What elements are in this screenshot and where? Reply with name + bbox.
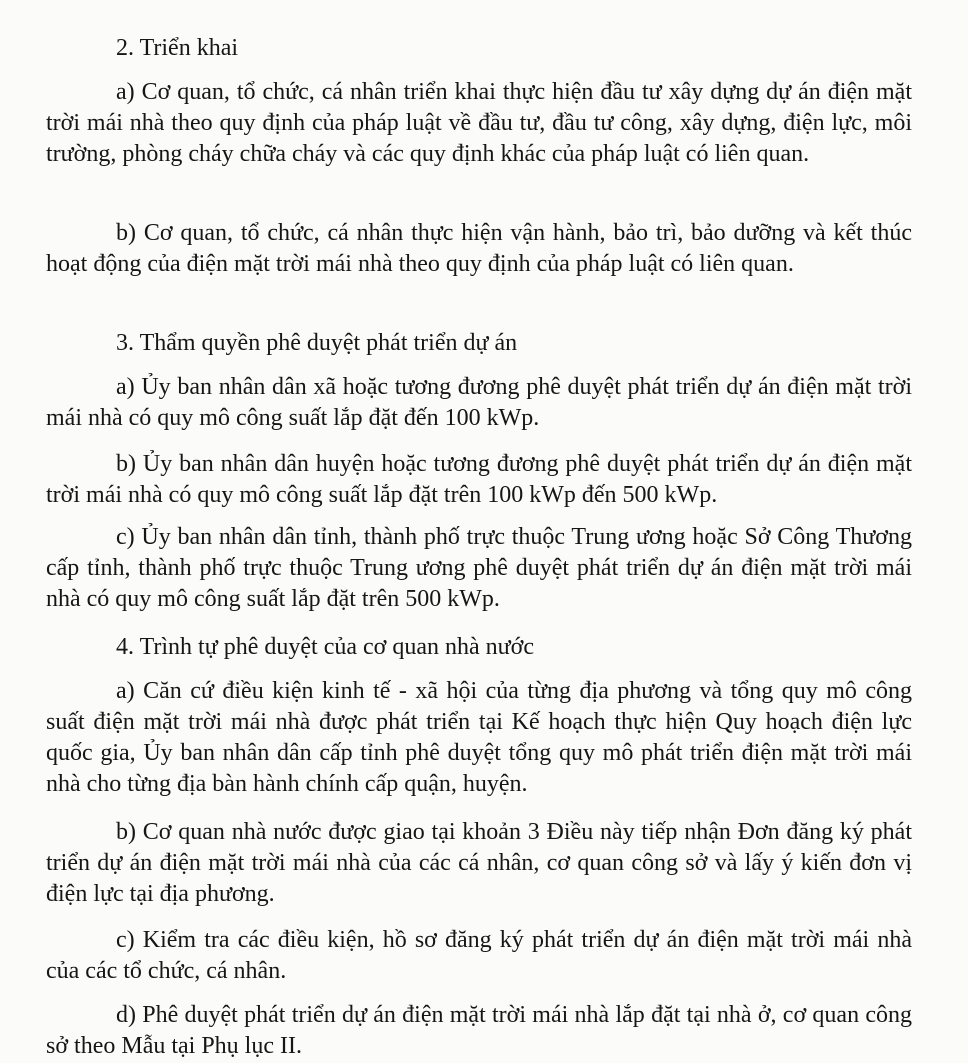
section-4-item-c: c) Kiểm tra các điều kiện, hồ sơ đăng ký phát triển dự án điện mặt trời mái nhà của các tổ chức, cá nhân.: [46, 927, 912, 984]
section-3-item-a: a) Ủy ban nhân dân xã hoặc tương đương phê duyệt phát triển dự án điện mặt trời mái nhà có quy mô công suất lắp đặt đến 100 kWp.: [46, 374, 912, 431]
section-2-item-a: a) Cơ quan, tổ chức, cá nhân triển khai thực hiện đầu tư xây dựng dự án điện mặt trời mái nhà theo quy định của pháp luật về đầu tư, đầu tư công, xây dựng, điện lực, môi trường, phòng cháy chữa cháy và các quy định khác của pháp luật có liên quan.: [46, 79, 912, 167]
section-4-item-d: d) Phê duyệt phát triển dự án điện mặt trời mái nhà lắp đặt tại nhà ở, cơ quan công sở theo Mẫu tại Phụ lục II.: [46, 1002, 912, 1059]
section-3-item-b: b) Ủy ban nhân dân huyện hoặc tương đương phê duyệt phát triển dự án điện mặt trời mái nhà có quy mô công suất lắp đặt trên 100 kWp đến 500 kWp.: [46, 451, 912, 508]
section-3-item-c: c) Ủy ban nhân dân tỉnh, thành phố trực thuộc Trung ương hoặc Sở Công Thương cấp tỉnh, thành phố trực thuộc Trung ương phê duyệt phát triển dự án điện mặt trời mái nhà có quy mô công suất lắp đặt trên 500 kWp.: [46, 524, 912, 612]
section-4-heading: 4. Trình tự phê duyệt của cơ quan nhà nước: [116, 634, 534, 660]
section-2-item-b: b) Cơ quan, tổ chức, cá nhân thực hiện vận hành, bảo trì, bảo dưỡng và kết thúc hoạt động của điện mặt trời mái nhà theo quy định của pháp luật có liên quan.: [46, 220, 912, 277]
section-4-item-b: b) Cơ quan nhà nước được giao tại khoản 3 Điều này tiếp nhận Đơn đăng ký phát triển dự án điện mặt trời mái nhà của các cá nhân, cơ quan công sở và lấy ý kiến đơn vị điện lực tại địa phương.: [46, 819, 912, 907]
section-4-item-a: a) Căn cứ điều kiện kinh tế - xã hội của từng địa phương và tổng quy mô công suất điện mặt trời mái nhà được phát triển tại Kế hoạch thực hiện Quy hoạch điện lực quốc gia, Ủy ban nhân dân cấp tỉnh phê duyệt tổng quy mô phát triển điện mặt trời mái nhà cho từng địa bàn hành chính cấp quận, huyện.: [46, 678, 912, 797]
section-3-heading: 3. Thẩm quyền phê duyệt phát triển dự án: [116, 330, 518, 356]
section-2-heading: 2. Triển khai: [116, 35, 239, 61]
